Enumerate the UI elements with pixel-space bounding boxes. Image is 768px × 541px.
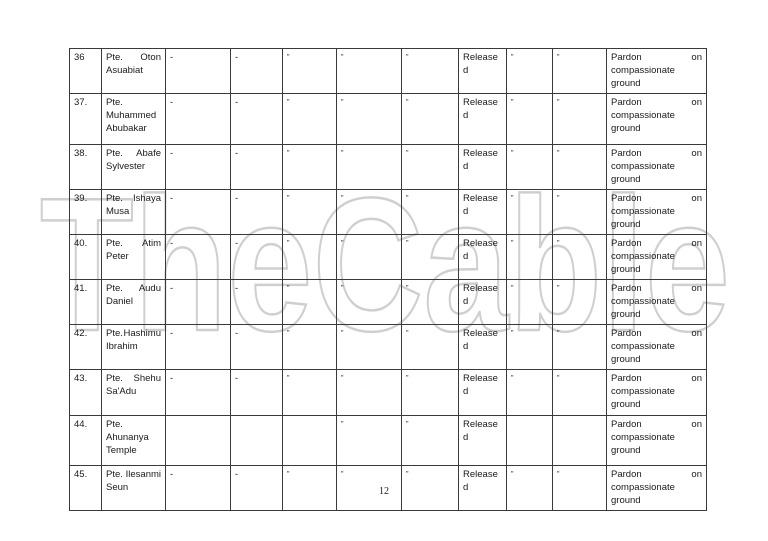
remark-word: Pardon: [611, 97, 642, 108]
dash-cell: -: [231, 49, 283, 94]
dash-cell: -: [231, 190, 283, 235]
name-part-text: Audu: [138, 283, 161, 294]
remark-cell: [607, 145, 707, 190]
remark-word: on: [691, 148, 702, 159]
remark-word: on: [691, 419, 702, 430]
ditto-cell: ": [283, 280, 337, 325]
name-part-text: Shehu: [133, 373, 161, 384]
remark-cell: [607, 49, 707, 94]
dash-cell: -: [166, 235, 231, 280]
serial-number-cell: 37.: [70, 94, 102, 145]
ditto-cell: ": [402, 235, 459, 280]
status-cell: Released: [459, 145, 507, 190]
serial-number-cell: 38.: [70, 145, 102, 190]
status-cell: Released: [459, 370, 507, 416]
surname-text: Daniel: [106, 296, 133, 307]
ditto-cell: ": [507, 466, 553, 511]
remark-word: Pardon: [611, 148, 642, 159]
remark-word: Pardon: [611, 52, 642, 63]
name-cell: [102, 49, 166, 94]
status-cell: Released: [459, 190, 507, 235]
remark-line: compassionate ground: [611, 296, 675, 320]
table-row: [70, 370, 707, 416]
table-row: [70, 190, 707, 235]
serial-number-cell: 42.: [70, 325, 102, 370]
serial-number-cell: 36: [70, 49, 102, 94]
name-part-text: Hashimu: [123, 328, 161, 339]
table-row: [70, 280, 707, 325]
name-part-text: Ilesanmi: [125, 469, 161, 480]
ditto-cell: ": [337, 325, 402, 370]
ditto-cell: ": [283, 370, 337, 416]
remark-word: Pardon: [611, 328, 642, 339]
rank-text: Pte.: [106, 193, 123, 204]
dash-cell: -: [166, 466, 231, 511]
ditto-cell: ": [553, 94, 607, 145]
name-cell: [102, 416, 166, 466]
surname-text: Sylvester: [106, 161, 146, 172]
ditto-cell: ": [553, 145, 607, 190]
ditto-cell: ": [507, 325, 553, 370]
surname-text: Peter: [106, 251, 129, 262]
remark-word: Pardon: [611, 283, 642, 294]
ditto-cell: ": [337, 280, 402, 325]
remark-cell: [607, 416, 707, 466]
ditto-cell: ": [283, 325, 337, 370]
remark-cell: [607, 280, 707, 325]
rank-text: Pte.: [106, 328, 123, 339]
surname-text: Sa'Adu: [106, 386, 137, 397]
table-row: [70, 49, 707, 94]
name-cell: [102, 325, 166, 370]
dash-cell: -: [166, 190, 231, 235]
name-part-text: Abafe: [136, 148, 161, 159]
table-body: [70, 49, 707, 511]
ditto-cell: ": [507, 190, 553, 235]
ditto-cell: ": [507, 145, 553, 190]
remark-word: Pardon: [611, 469, 642, 480]
remark-cell: [607, 235, 707, 280]
status-cell: Released: [459, 466, 507, 511]
status-cell: Released: [459, 94, 507, 145]
ditto-cell: ": [553, 466, 607, 511]
name-cell: [102, 370, 166, 416]
remark-line: compassionate ground: [611, 432, 675, 456]
ditto-cell: ": [402, 280, 459, 325]
remark-word: Pardon: [611, 373, 642, 384]
remark-line: compassionate ground: [611, 482, 675, 506]
ditto-cell: ": [402, 145, 459, 190]
remark-word: on: [691, 373, 702, 384]
dash-cell: -: [231, 280, 283, 325]
ditto-cell: ": [283, 94, 337, 145]
dash-cell: -: [166, 145, 231, 190]
serial-number-cell: 45.: [70, 466, 102, 511]
ditto-cell: ": [337, 235, 402, 280]
ditto-cell: ": [337, 94, 402, 145]
records-table: [69, 48, 707, 511]
dash-cell: -: [231, 370, 283, 416]
dash-cell: [166, 416, 231, 466]
dash-cell: -: [231, 145, 283, 190]
serial-number-cell: 43.: [70, 370, 102, 416]
ditto-cell: ": [402, 325, 459, 370]
watermark-text: TheCable: [40, 160, 730, 360]
ditto-cell: ": [553, 190, 607, 235]
remark-cell: [607, 94, 707, 145]
ditto-cell: ": [283, 49, 337, 94]
remark-word: Pardon: [611, 193, 642, 204]
ditto-cell: [283, 416, 337, 466]
ditto-cell: [507, 416, 553, 466]
rank-text: Pte.: [106, 148, 123, 159]
remark-line: compassionate ground: [611, 341, 675, 365]
remark-word: on: [691, 52, 702, 63]
ditto-cell: ": [507, 370, 553, 416]
remark-word: on: [691, 97, 702, 108]
name-cell: [102, 145, 166, 190]
name-cell: [102, 94, 166, 145]
status-cell: Released: [459, 235, 507, 280]
remark-word: on: [691, 328, 702, 339]
status-cell: Released: [459, 49, 507, 94]
ditto-cell: ": [337, 49, 402, 94]
ditto-cell: ": [402, 370, 459, 416]
rank-text: Pte.: [106, 283, 123, 294]
rank-text: Pte.: [106, 97, 123, 108]
table-row: [70, 416, 707, 466]
surname-text: Ibrahim: [106, 341, 138, 352]
rank-text: Pte.: [106, 469, 123, 480]
name-part-text: Ishaya: [133, 193, 161, 204]
dash-cell: -: [166, 370, 231, 416]
table-row: [70, 94, 707, 145]
ditto-cell: ": [283, 190, 337, 235]
ditto-cell: ": [283, 145, 337, 190]
name-part-text: Atim: [142, 238, 161, 249]
ditto-cell: ": [402, 190, 459, 235]
table-row: [70, 325, 707, 370]
remark-word: on: [691, 469, 702, 480]
name-cell: [102, 190, 166, 235]
rank-text: Pte.: [106, 419, 123, 430]
remark-cell: [607, 370, 707, 416]
rank-text: Pte.: [106, 373, 123, 384]
rank-text: Pte.: [106, 238, 123, 249]
dash-cell: -: [166, 280, 231, 325]
ditto-cell: ": [402, 466, 459, 511]
remark-line: compassionate ground: [611, 251, 675, 275]
ditto-cell: ": [337, 416, 402, 466]
ditto-cell: [553, 416, 607, 466]
status-cell: Released: [459, 325, 507, 370]
serial-number-cell: 39.: [70, 190, 102, 235]
ditto-cell: ": [553, 235, 607, 280]
ditto-cell: ": [283, 466, 337, 511]
table-row: [70, 235, 707, 280]
dash-cell: -: [231, 325, 283, 370]
dash-cell: -: [231, 466, 283, 511]
ditto-cell: ": [507, 94, 553, 145]
remark-line: compassionate ground: [611, 161, 675, 185]
remark-word: on: [691, 283, 702, 294]
remark-cell: [607, 190, 707, 235]
serial-number-cell: 41.: [70, 280, 102, 325]
remark-line: compassionate ground: [611, 110, 675, 134]
ditto-cell: ": [337, 190, 402, 235]
ditto-cell: ": [553, 49, 607, 94]
surname-text: Muhammed Abubakar: [106, 110, 157, 134]
ditto-cell: ": [283, 235, 337, 280]
ditto-cell: ": [402, 416, 459, 466]
ditto-cell: ": [337, 466, 402, 511]
ditto-cell: ": [507, 235, 553, 280]
ditto-cell: ": [402, 94, 459, 145]
dash-cell: -: [231, 94, 283, 145]
remark-word: Pardon: [611, 419, 642, 430]
dash-cell: [231, 416, 283, 466]
dash-cell: -: [166, 49, 231, 94]
ditto-cell: ": [337, 145, 402, 190]
status-cell: Released: [459, 416, 507, 466]
remark-line: compassionate ground: [611, 206, 675, 230]
remark-cell: [607, 325, 707, 370]
name-cell: [102, 235, 166, 280]
ditto-cell: ": [507, 280, 553, 325]
name-cell: [102, 280, 166, 325]
remark-line: compassionate ground: [611, 65, 675, 89]
remark-word: Pardon: [611, 238, 642, 249]
surname-text: Seun: [106, 482, 129, 493]
dash-cell: -: [166, 325, 231, 370]
ditto-cell: ": [553, 370, 607, 416]
status-cell: Released: [459, 280, 507, 325]
surname-text: Ahunanya Temple: [106, 432, 149, 456]
remark-word: on: [691, 193, 702, 204]
ditto-cell: ": [337, 370, 402, 416]
dash-cell: -: [231, 235, 283, 280]
serial-number-cell: 40.: [70, 235, 102, 280]
surname-text: Musa: [106, 206, 130, 217]
dash-cell: -: [166, 94, 231, 145]
name-part-text: Oton: [140, 52, 161, 63]
page-number: 12: [379, 486, 389, 497]
remark-line: compassionate ground: [611, 386, 675, 410]
serial-number-cell: 44.: [70, 416, 102, 466]
surname-text: Asuabiat: [106, 65, 143, 76]
rank-text: Pte.: [106, 52, 123, 63]
ditto-cell: ": [553, 325, 607, 370]
table-row: [70, 145, 707, 190]
ditto-cell: ": [507, 49, 553, 94]
ditto-cell: ": [553, 280, 607, 325]
remark-word: on: [691, 238, 702, 249]
ditto-cell: ": [402, 49, 459, 94]
